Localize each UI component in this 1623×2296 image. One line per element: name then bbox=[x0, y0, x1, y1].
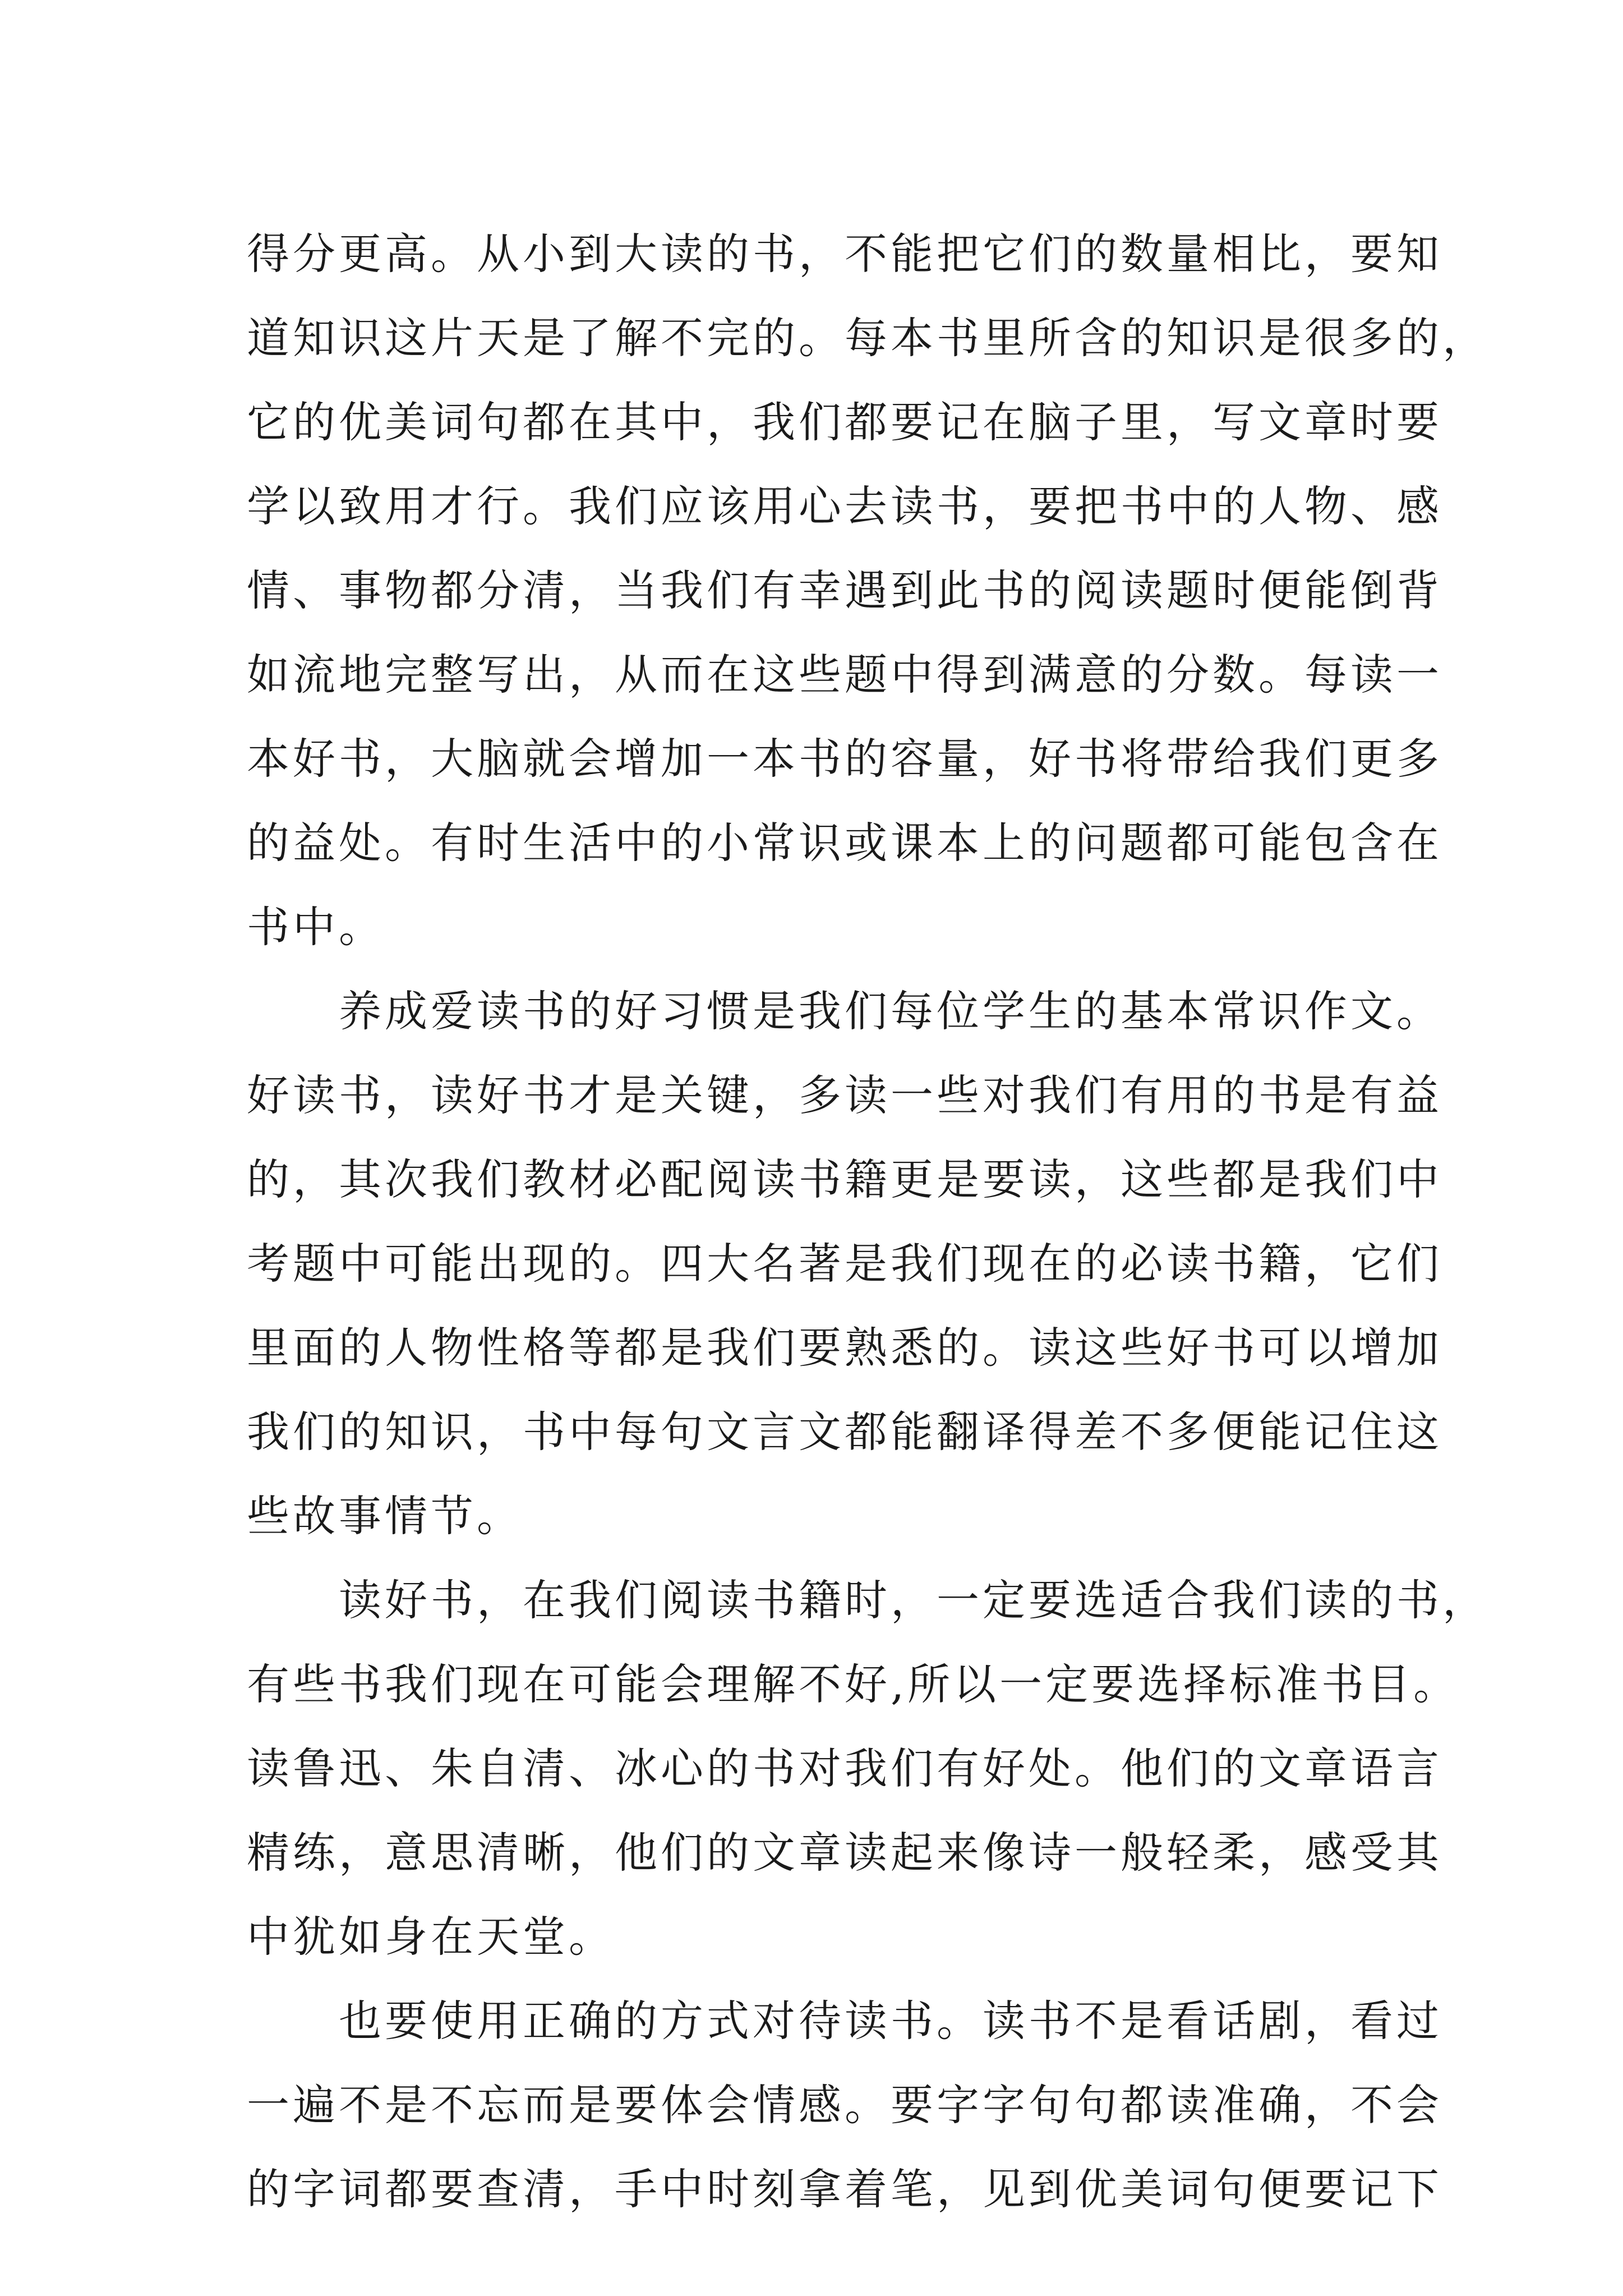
text-line: 的，其次我们教材必配阅读书籍更是要读，这些都是我们中 bbox=[247, 1154, 1442, 1204]
text-line: 考题中可能出现的。四大名著是我们现在的必读书籍，它们 bbox=[247, 1239, 1442, 1289]
text-line: 本好书，大脑就会增加一本书的容量，好书将带给我们更多 bbox=[247, 734, 1442, 784]
text-line: 里面的人物性格等都是我们要熟悉的。读这些好书可以增加 bbox=[247, 1323, 1442, 1373]
body-text bbox=[247, 212, 1488, 2231]
text-line: 有些书我们现在可能会理解不好,所以一定要选择标准书目。 bbox=[247, 1659, 1460, 1709]
text-line: 得分更高。从小到大读的书，不能把它们的数量相比，要知 bbox=[247, 229, 1442, 279]
text-line: 一遍不是不忘而是要体会情感。要字字句句都读准确，不会 bbox=[247, 2080, 1442, 2130]
text-line: 我们的知识，书中每句文言文都能翻译得差不多便能记住这 bbox=[247, 1407, 1442, 1457]
text-line: 好读书，读好书才是关键，多读一些对我们有用的书是有益 bbox=[247, 1070, 1442, 1120]
text-line: 学以致用才行。我们应该用心去读书，要把书中的人物、感 bbox=[247, 481, 1442, 531]
text-line: 读鲁迅、朱自清、冰心的书对我们有好处。他们的文章语言 bbox=[247, 1743, 1442, 1793]
text-line: 些故事情节。 bbox=[247, 1491, 523, 1541]
text-line: 道知识这片天是了解不完的。每本书里所含的知识是很多的， bbox=[247, 313, 1488, 363]
text-line: 精练，意思清晰，他们的文章读起来像诗一般轻柔，感受其 bbox=[247, 1828, 1442, 1878]
paragraph-start-line: 养成爱读书的好习惯是我们每位学生的基本常识作文。 bbox=[247, 986, 1442, 1036]
text-line: 的益处。有时生活中的小常识或课本上的问题都可能包含在 bbox=[247, 818, 1442, 868]
text-line: 它的优美词句都在其中，我们都要记在脑子里，写文章时要 bbox=[247, 397, 1442, 447]
text-line: 中犹如身在天堂。 bbox=[247, 1912, 615, 1962]
text-line: 如流地完整写出，从而在这些题中得到满意的分数。每读一 bbox=[247, 650, 1442, 700]
paragraph-start-line: 也要使用正确的方式对待读书。读书不是看话剧，看过 bbox=[247, 1996, 1442, 2046]
text-line: 书中。 bbox=[247, 902, 385, 952]
text-line: 的字词都要查清，手中时刻拿着笔，见到优美词句便要记下 bbox=[247, 2164, 1442, 2214]
text-line: 情、事物都分清，当我们有幸遇到此书的阅读题时便能倒背 bbox=[247, 565, 1442, 615]
paragraph-start-line: 读好书，在我们阅读书籍时，一定要选适合我们读的书， bbox=[247, 1575, 1488, 1625]
